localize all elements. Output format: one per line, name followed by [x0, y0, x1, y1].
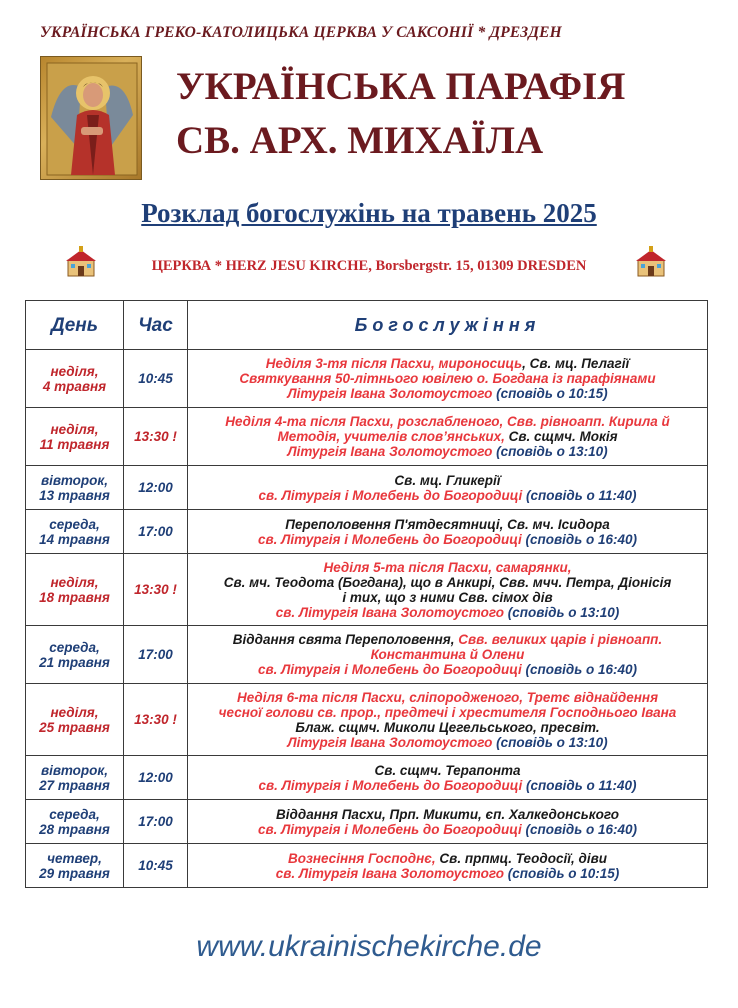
day-cell: [26, 466, 124, 510]
service-line: [191, 662, 704, 677]
day-cell: [26, 554, 124, 626]
time-cell: 17:00: [124, 800, 188, 844]
time-cell: 17:00: [124, 510, 188, 554]
service-text: Свв. великих царів і рівноапп.: [454, 632, 663, 647]
service-cell: [188, 466, 708, 510]
service-line: [191, 705, 704, 720]
day-cell: [26, 350, 124, 408]
day-cell: [26, 844, 124, 888]
weekday-label: неділя,: [50, 421, 99, 437]
page-title-line1: УКРАЇНСЬКА ПАРАФІЯ: [176, 65, 626, 108]
day-cell: [26, 800, 124, 844]
service-text: Св. сщмч. Мокія: [504, 429, 618, 444]
service-line: [191, 822, 704, 837]
service-line: [191, 356, 704, 371]
service-line: [191, 532, 704, 547]
service-text: (сповідь о 11:40): [522, 777, 637, 793]
time-cell: 13:30 !: [124, 408, 188, 466]
service-text: Св. мц. Гликерії: [394, 472, 501, 488]
weekday-label: вівторок,: [40, 762, 109, 778]
service-text: чесної голови св. прор., предтечі і хрестителя Господнього Івана: [218, 704, 677, 720]
service-line: [191, 735, 704, 750]
service-line: [191, 386, 704, 401]
service-line: [191, 371, 704, 386]
weekday-label: четвер,: [47, 850, 102, 866]
archangel-michael-icon: [40, 56, 142, 180]
service-text: , Св. мц. Пелагії: [522, 356, 630, 371]
time-cell: 10:45: [124, 844, 188, 888]
day-cell: [26, 510, 124, 554]
time-cell: 13:30 !: [124, 684, 188, 756]
column-header-day: День: [26, 301, 124, 350]
table-row: [26, 554, 708, 626]
service-text: (сповідь о 16:40): [521, 662, 638, 677]
church-org-line: УКРАЇНСЬКА ГРЕКО-КАТОЛИЦЬКА ЦЕРКВА У САКСОНІЇ * ДРЕЗДЕН: [40, 24, 562, 41]
service-text: Неділя 4-та після Пасхи, розслабленого, Свв. рівноапп. Кирила й: [225, 414, 670, 429]
service-text: Літургія Івана Золотоустого: [287, 444, 493, 459]
service-text: св. Літургія і Молебень до Богородиці: [257, 531, 522, 547]
service-text: (сповідь о 13:10): [503, 604, 620, 620]
service-cell: [188, 626, 708, 684]
table-header-row: [26, 301, 708, 350]
date-label: 28 травня: [39, 821, 110, 837]
time-cell: 12:00: [124, 756, 188, 800]
service-line: [191, 690, 704, 705]
service-line: [191, 444, 704, 459]
service-text: Переполовення П'ятдесятниці, Св. мч. Ісидора: [285, 516, 610, 532]
service-text: Св. прпмц. Теодосії, діви: [435, 850, 608, 866]
service-text: Неділя 6-та після Пасхи, сліпородженого, Третє віднайдення: [236, 689, 659, 705]
service-line: [191, 517, 704, 532]
address-row: [0, 246, 738, 280]
time-cell: 13:30 !: [124, 554, 188, 626]
service-text: Неділя 3-тя після Пасхи, мироносиць: [265, 356, 523, 371]
service-text: Вознесіння Господнє,: [287, 850, 436, 866]
church-address: ЦЕРКВА * HERZ JESU KIRCHE, Borsbergstr. 15, 01309 DRESDEN: [151, 258, 587, 274]
date-label: 29 травня: [39, 865, 110, 881]
service-text: і тих, що з ними Свв. сімох дів: [342, 589, 553, 605]
column-header-time: Час: [124, 301, 188, 350]
schedule-title: Розклад богослужінь на травень 2025: [141, 198, 597, 228]
table-row: [26, 844, 708, 888]
table-row: [26, 510, 708, 554]
day-cell: [26, 756, 124, 800]
service-text: св. Літургія і Молебень до Богородиці: [257, 662, 522, 677]
service-line: [191, 605, 704, 620]
time-cell: 10:45: [124, 350, 188, 408]
service-text: (сповідь о 13:10): [492, 734, 608, 750]
service-line: [191, 720, 704, 735]
service-text: Святкування 50-літнього ювілею о. Богдана із парафіянами: [239, 371, 656, 386]
time-cell: 12:00: [124, 466, 188, 510]
column-header-service: Богослужіння: [188, 301, 708, 350]
service-line: [191, 488, 704, 503]
service-cell: [188, 844, 708, 888]
service-text: св. Літургія Івана Золотоустого: [275, 604, 504, 620]
service-text: Св. мч. Теодота (Богдана), що в Анкирі, Свв. мчч. Петра, Діонісія: [223, 574, 672, 590]
service-line: [191, 560, 704, 575]
page-title-line2: СВ. АРХ. МИХАЇЛА: [176, 119, 544, 162]
table-row: [26, 800, 708, 844]
date-label: 14 травня: [39, 531, 110, 547]
weekday-label: середа,: [49, 516, 100, 532]
service-cell: [188, 554, 708, 626]
service-text: Літургія Івана Золотоустого: [287, 734, 493, 750]
weekday-label: вівторок,: [40, 472, 109, 488]
date-label: 18 травня: [39, 589, 110, 605]
service-text: (сповідь о 11:40): [522, 487, 637, 503]
weekday-label: середа,: [49, 639, 100, 655]
service-text: Віддання свята Переполовення,: [232, 632, 455, 647]
service-line: [191, 763, 704, 778]
service-text: (сповідь о 16:40): [521, 531, 638, 547]
service-cell: [188, 800, 708, 844]
date-label: 21 травня: [39, 654, 110, 670]
service-line: [191, 414, 704, 429]
table-row: [26, 350, 708, 408]
service-text: Св. сщмч. Терапонта: [374, 762, 521, 778]
service-line: [191, 647, 704, 662]
table-row: [26, 466, 708, 510]
service-cell: [188, 350, 708, 408]
table-row: [26, 756, 708, 800]
service-line: [191, 575, 704, 590]
service-text: Неділя 5-та після Пасхи, самарянки,: [323, 559, 572, 575]
service-text: Методія, учителів слов’янських,: [277, 429, 505, 444]
date-label: 13 травня: [39, 487, 110, 503]
service-line: [191, 851, 704, 866]
table-row: [26, 408, 708, 466]
service-line: [191, 429, 704, 444]
service-text: св. Літургія і Молебень до Богородиці: [258, 487, 523, 503]
service-cell: [188, 684, 708, 756]
weekday-label: неділя,: [50, 574, 99, 590]
weekday-label: середа,: [49, 806, 100, 822]
service-text: св. Літургія і Молебень до Богородиці: [257, 821, 522, 837]
service-text: Константина й Олени: [370, 647, 525, 662]
weekday-label: неділя,: [50, 704, 99, 720]
service-text: Віддання Пасхи, Прп. Микити, єп. Халкедонського: [276, 806, 619, 822]
service-line: [191, 632, 704, 647]
service-text: (сповідь о 10:15): [492, 386, 608, 401]
service-line: [191, 590, 704, 605]
service-cell: [188, 756, 708, 800]
church-icon: [634, 246, 668, 278]
service-text: (сповідь о 13:10): [492, 444, 608, 459]
date-label: 11 травня: [39, 436, 110, 452]
table-row: [26, 626, 708, 684]
service-text: Блаж. сщмч. Миколи Цегельського, пресвіт.: [295, 719, 600, 735]
date-label: 27 травня: [39, 777, 110, 793]
date-label: 4 травня: [42, 378, 107, 394]
service-cell: [188, 408, 708, 466]
service-text: св. Літургія Івана Золотоустого: [275, 865, 504, 881]
service-text: Літургія Івана Золотоустого: [287, 386, 493, 401]
day-cell: [26, 408, 124, 466]
service-text: (сповідь о 16:40): [521, 821, 638, 837]
service-text: (сповідь о 10:15): [503, 865, 620, 881]
day-cell: [26, 626, 124, 684]
website-link[interactable]: www.ukrainischekirche.de: [196, 930, 542, 963]
date-label: 25 травня: [39, 719, 110, 735]
time-cell: 17:00: [124, 626, 188, 684]
service-text: св. Літургія і Молебень до Богородиці: [258, 777, 523, 793]
day-cell: [26, 684, 124, 756]
service-line: [191, 778, 704, 793]
weekday-label: неділя,: [50, 363, 99, 379]
schedule-table: [25, 300, 708, 888]
service-line: [191, 473, 704, 488]
service-line: [191, 807, 704, 822]
service-cell: [188, 510, 708, 554]
table-row: [26, 684, 708, 756]
service-line: [191, 866, 704, 881]
